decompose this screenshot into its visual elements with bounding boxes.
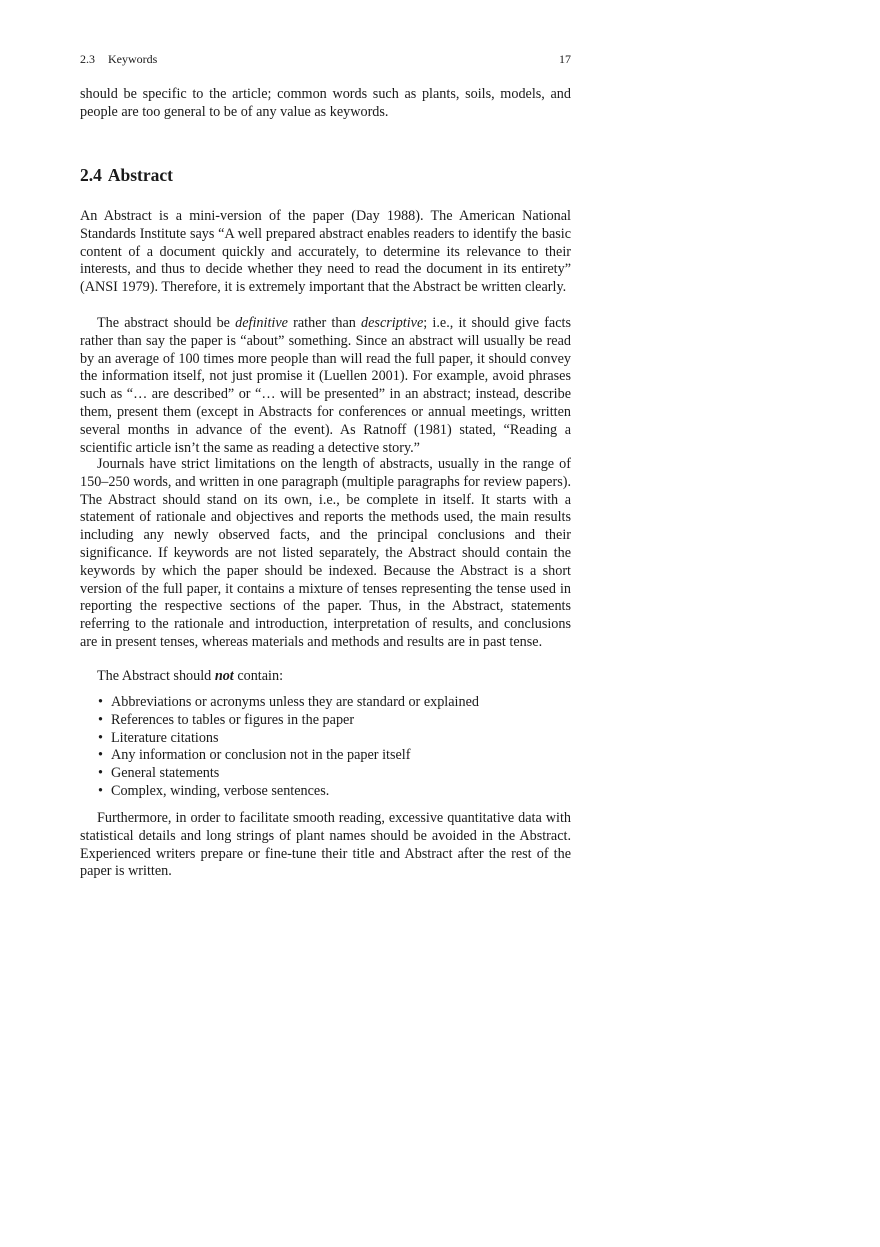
paragraph-definitive-post: ; i.e., it should give facts rather than say the paper is “about” something. Since an abstract will usually be read by an average of 100 times more people than will read the full paper, it should convey the information itself, not just promise it (Luellen 2001). For example, avoid phrases such as “… are described” or “… will be presented” in an abstract; instead, describe them, present them (except in Abstracts for conferences or annual meetings, written several months in advance of the event). As Ratnoff (1981) stated, “Reading a scientific article isn’t the same as reading a detective story.” <box>80 315 571 456</box>
paragraph-should-not-post: contain: <box>233 668 284 684</box>
list-item-text: Complex, winding, verbose sentences. <box>111 782 330 799</box>
paragraph-definitive-em2: descriptive <box>361 315 424 331</box>
bullet-icon: • <box>98 729 103 746</box>
list-item <box>80 694 571 712</box>
bullet-icon: • <box>98 694 103 710</box>
paragraph-definitive-mid: rather than <box>287 315 362 331</box>
running-head-section-number: 2.3 <box>80 52 95 66</box>
list-item-text: General statements <box>111 765 220 782</box>
bullet-icon: • <box>98 711 103 728</box>
section-heading <box>80 164 173 186</box>
bullet-list <box>80 694 571 801</box>
paragraph-definitive-pre: The abstract should be <box>97 315 236 331</box>
running-head-section-name: Keywords <box>108 52 158 66</box>
list-item-text: References to tables or figures in the paper <box>111 711 355 728</box>
list-item <box>80 712 571 730</box>
paragraph-should-not-pre: The Abstract should <box>97 668 215 684</box>
paragraph-journals: Journals have strict limitations on the length of abstracts, usually in the range of 150–250 words, and written in one paragraph (multiple paragraphs for review papers). The Abstract should stand on its own, i.e., be complete in itself. It starts with a statement of rationale and objectives and reports the methods used, the main results including any newly observed facts, and the principal conclusions and their significance. If keywords are not listed separately, the Abstract should contain the keywords by which the paper should be indexed. Because the Abstract is a short version of the full paper, it contains a mixture of tenses representing the tense used in reporting the respective sections of the paper. Thus, in the Abstract, statements referring to the rationale and introduction, interpretation of results, and conclusions are in present tenses, whereas materials and methods and results are in past tense. <box>80 456 571 650</box>
paragraph-should-not <box>80 668 571 686</box>
section-heading-title: Abstract <box>107 165 173 185</box>
bullet-icon: • <box>98 747 103 764</box>
list-item <box>80 783 571 801</box>
bullet-icon: • <box>98 782 103 799</box>
bullet-icon: • <box>98 765 103 782</box>
paragraph-abstract-intro: An Abstract is a mini-version of the paper (Day 1988). The American National Standards Institute says “A well prepared abstract enables readers to identify the basic content of a document quickly and accurately, to determine its relevance to their interests, and thus to decide whether they need to read the document in its entirety” (ANSI 1979). Therefore, it is extremely important that the Abstract be written clearly. <box>80 208 571 296</box>
paragraph-definitive <box>80 315 571 457</box>
list-item-text: Abbreviations or acronyms unless they are standard or explained <box>111 694 479 710</box>
paragraph-should-not-em: not <box>214 668 234 684</box>
list-item-text: Literature citations <box>111 729 219 746</box>
running-head <box>80 51 571 67</box>
list-item <box>80 747 571 765</box>
page-number: 17 <box>559 52 571 66</box>
paragraph-definitive-em1: definitive <box>235 315 288 331</box>
list-item <box>80 765 571 783</box>
paragraph-keywords-end: should be specific to the article; common words such as plants, soils, models, and people are too general to be of any value as keywords. <box>80 86 571 120</box>
paragraph-furthermore: Furthermore, in order to facilitate smooth reading, excessive quantitative data with statistical details and long strings of plant names should be avoided in the Abstract. Experienced writers prepare or fine-tune their title and Abstract after the rest of the paper is written. <box>80 810 571 880</box>
list-item <box>80 730 571 748</box>
section-heading-number: 2.4 <box>80 165 102 185</box>
list-item-text: Any information or conclusion not in the paper itself <box>111 747 411 764</box>
